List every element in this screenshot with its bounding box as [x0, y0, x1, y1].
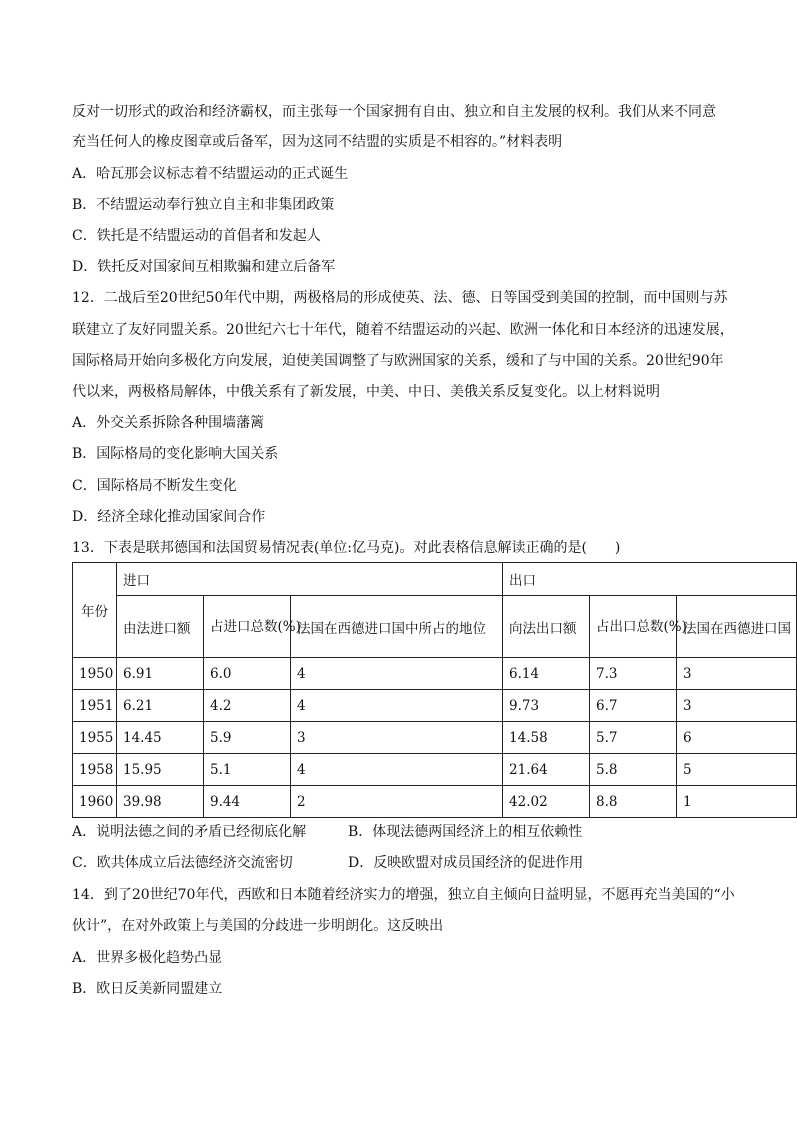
sub-header-export-rank: 法国在西德进口国 [677, 596, 797, 658]
trade-table [72, 562, 797, 818]
q13-options-row-1 [72, 822, 792, 842]
sub-header-import-amount: 由法进口额 [117, 596, 204, 658]
cell-export-share: 5.7 [590, 722, 677, 754]
cell-year: 1955 [73, 722, 117, 754]
q13-options-row-2 [72, 853, 792, 873]
cell-export-share: 7.3 [590, 658, 677, 690]
cell-import-amount: 14.45 [117, 722, 204, 754]
export-header: 出口 [503, 563, 797, 596]
table-row [73, 754, 797, 786]
cell-year: 1951 [73, 690, 117, 722]
q11-option-a: A．哈瓦那会议标志着不结盟运动的正式诞生 [72, 166, 349, 182]
q14-option-a: A．世界多极化趋势凸显 [72, 950, 223, 966]
year-header: 年份 [73, 563, 117, 658]
cell-export-amount: 21.64 [503, 754, 590, 786]
table-row [73, 658, 797, 690]
cell-export-rank: 6 [677, 722, 797, 754]
cell-import-rank: 2 [291, 786, 503, 818]
table-row [73, 690, 797, 722]
q11-option-d: D．铁托反对国家间互相欺骗和建立后备军 [72, 259, 336, 275]
sub-header-export-share: 占出口总数(%) [590, 596, 677, 658]
q12-stem-line-1: 12．二战后至20世纪50年代中期，两极格局的形成使英、法、德、日等国受到美国的控制，而中国则与苏 [72, 290, 728, 306]
q12-stem-line-3: 国际格局开始向多极化方向发展，迫使美国调整了与欧洲国家的关系，缓和了与中国的关系。20世纪90年 [72, 353, 724, 369]
cell-import-share: 5.1 [204, 754, 291, 786]
cell-import-rank: 4 [291, 658, 503, 690]
cell-year: 1960 [73, 786, 117, 818]
q13-option-a: A．说明法德之间的矛盾已经彻底化解 [72, 824, 307, 840]
cell-year: 1958 [73, 754, 117, 786]
cell-import-share: 4.2 [204, 690, 291, 722]
cell-export-share: 8.8 [590, 786, 677, 818]
sub-header-import-share: 占进口总数(%) [204, 596, 291, 658]
cell-import-rank: 4 [291, 754, 503, 786]
cell-export-rank: 1 [677, 786, 797, 818]
cell-import-share: 6.0 [204, 658, 291, 690]
q14-stem-line-2: 伙计”，在对外政策上与美国的分歧进一步明朗化。这反映出 [72, 918, 444, 934]
cell-export-amount: 9.73 [503, 690, 590, 722]
q11-option-b: B．不结盟运动奉行独立自主和非集团政策 [72, 197, 335, 213]
sub-header-export-amount: 向法出口额 [503, 596, 590, 658]
cell-export-share: 6.7 [590, 690, 677, 722]
q12-stem-line-4: 代以来，两极格局解体，中俄关系有了新发展，中美、中日、美俄关系反复变化。以上材料说明 [72, 384, 660, 400]
cell-import-amount: 6.91 [117, 658, 204, 690]
q13-option-b: B．体现法德两国经济上的相互依赖性 [348, 824, 583, 840]
q14-option-b: B．欧日反美新同盟建立 [72, 981, 223, 997]
table-row [73, 722, 797, 754]
cell-import-amount: 39.98 [117, 786, 204, 818]
cell-import-share: 5.9 [204, 722, 291, 754]
q11-option-c: C．铁托是不结盟运动的首倡者和发起人 [72, 228, 321, 244]
cell-year: 1950 [73, 658, 117, 690]
cell-export-amount: 42.02 [503, 786, 590, 818]
cell-export-amount: 14.58 [503, 722, 590, 754]
intro-line-2: 充当任何人的橡皮图章或后备军，因为这同不结盟的实质是不相容的。”材料表明 [72, 134, 563, 150]
cell-export-rank: 3 [677, 658, 797, 690]
q14-stem-line-1: 14．到了20世纪70年代，西欧和日本随着经济实力的增强，独立自主倾向日益明显，不愿再充当美国的“小 [72, 887, 735, 903]
cell-export-share: 5.8 [590, 754, 677, 786]
cell-import-rank: 3 [291, 722, 503, 754]
cell-import-amount: 15.95 [117, 754, 204, 786]
q13-option-c: C．欧共体成立后法德经济交流密切 [72, 855, 293, 871]
intro-line-1: 反对一切形式的政治和经济霸权，而主张每一个国家拥有自由、独立和自主发展的权利。我们从来不同意 [72, 104, 716, 120]
cell-import-rank: 4 [291, 690, 503, 722]
q12-option-d: D．经济全球化推动国家间合作 [72, 509, 266, 525]
cell-import-amount: 6.21 [117, 690, 204, 722]
q12-stem-line-2: 联建立了友好同盟关系。20世纪六七十年代，随着不结盟运动的兴起、欧洲一体化和日本经济的迅速发展， [72, 322, 734, 338]
cell-export-rank: 5 [677, 754, 797, 786]
q13-option-d: D．反映欧盟对成员国经济的促进作用 [348, 855, 584, 871]
q13-stem: 13．下表是联邦德国和法国贸易情况表(单位:亿马克)。对此表格信息解读正确的是( ) [72, 540, 621, 556]
cell-export-amount: 6.14 [503, 658, 590, 690]
cell-export-rank: 3 [677, 690, 797, 722]
cell-import-share: 9.44 [204, 786, 291, 818]
sub-header-import-rank: 法国在西德进口国中所占的地位 [291, 596, 503, 658]
import-header: 进口 [117, 563, 503, 596]
q12-option-b: B．国际格局的变化影响大国关系 [72, 446, 279, 462]
q12-option-a: A．外交关系拆除各种围墙藩篱 [72, 415, 265, 431]
table-row [73, 786, 797, 818]
q12-option-c: C．国际格局不断发生变化 [72, 478, 237, 494]
